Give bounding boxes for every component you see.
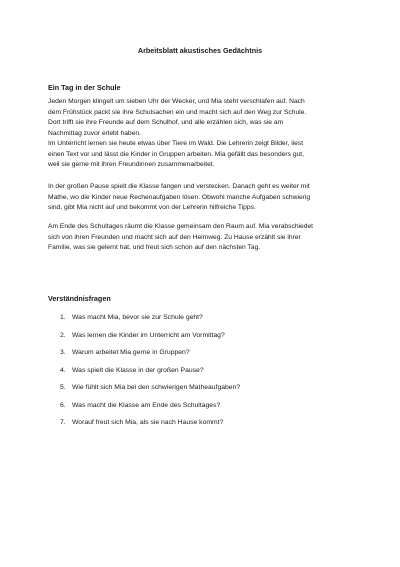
story-paragraph-2 — [48, 182, 366, 214]
question-item — [48, 401, 368, 419]
paragraph-line: Mathe, wo die Kinder neue Rechenaufgaben lösen. Obwohl manche Aufgaben schwierig — [48, 193, 311, 201]
paragraph-line: dem Frühstück packt sie ihre Schulsachen ein und macht sich auf den Weg zur Schule. — [48, 108, 307, 116]
question-text: Was macht die Klasse am Ende des Schultages? — [72, 401, 221, 409]
story-heading: Ein Tag in der Schule — [48, 83, 121, 92]
paragraph-line: einen Text vor und lässt die Kinder in Gruppen arbeiten. Mia gefällt das besonders gut, — [48, 150, 305, 158]
question-item — [48, 418, 368, 436]
question-number: 3. — [60, 349, 66, 356]
question-item — [48, 348, 368, 366]
paragraph-line: Nachmittag zuvor erlebt haben. — [48, 129, 141, 137]
question-text: Warum arbeitet Mia gerne in Gruppen? — [72, 349, 190, 356]
question-item — [48, 313, 368, 331]
paragraph-line: sind, gibt Mia nicht auf und bekommt von der Lehrerin hilfreiche Tipps. — [48, 204, 256, 211]
question-number: 7. — [60, 419, 66, 426]
paragraph-line: weil sie gerne mit ihren Freundinnen zusammenarbeitet. — [48, 161, 215, 168]
story-paragraph-3 — [48, 222, 366, 254]
question-text: Worauf freut sich Mia, als sie nach Hause kommt? — [72, 419, 224, 426]
question-text: Wie fühlt sich Mia bei den schwierigen Matheaufgaben? — [72, 384, 241, 391]
questions-heading: Verständnisfragen — [48, 294, 111, 303]
questions-list — [48, 313, 368, 436]
question-number: 1. — [60, 314, 66, 321]
paragraph-line: sich von ihren Freunden und macht sich auf den Heimweg. Zu Hause erzählt sie ihrer — [48, 233, 301, 241]
paragraph-line: Am Ende des Schultages räumt die Klasse gemeinsam den Raum auf. Mia verabschiedet — [48, 223, 314, 230]
paragraph-line: Familie, was sie gelernt hat, und freut sich schon auf den nächsten Tag. — [48, 244, 261, 251]
question-item — [48, 383, 368, 401]
question-item — [48, 366, 368, 384]
question-text: Was spielt die Klasse in der großen Pause? — [72, 366, 204, 374]
question-text: Was lernen die Kinder im Unterricht am Vormittag? — [72, 331, 225, 339]
document-title: Arbeitsblatt akustisches Gedächtnis — [137, 46, 263, 55]
question-number: 4. — [60, 366, 66, 374]
paragraph-line: Dort trifft sie ihre Freunde auf dem Schulhof, und alle erzählen sich, was sie am — [48, 119, 284, 126]
question-number: 6. — [60, 401, 66, 409]
question-number: 5. — [60, 384, 66, 391]
question-number: 2. — [60, 331, 66, 339]
question-text: Was macht Mia, bevor sie zur Schule geht? — [72, 314, 203, 321]
paragraph-line: In der großen Pause spielt die Klasse fangen und verstecken. Danach geht es weiter mit — [48, 183, 310, 190]
question-item — [48, 331, 368, 349]
story-paragraph-1 — [48, 97, 366, 171]
paragraph-line: Jeden Morgen klingelt um sieben Uhr der Wecker, und Mia steht verschlafen auf. Nach — [48, 98, 305, 105]
paragraph-line: Im Unterricht lernen sie heute etwas über Tiere im Wald. Die Lehrerin zeigt Bilder, liest — [48, 140, 304, 147]
